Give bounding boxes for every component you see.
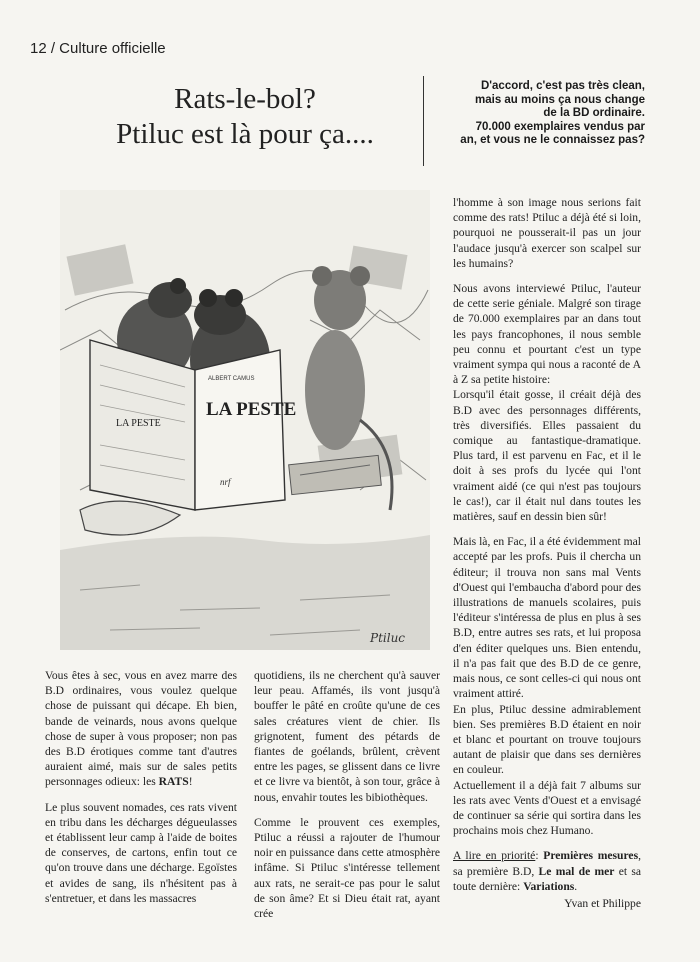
emphasis: Premières mesures xyxy=(543,849,639,863)
paragraph: Comme le prouvent ces exemples, Ptiluc a réussi a rajouter de l'humour noir en puissance dans cette atmosphère infâme. Si Ptiluc s'intéresse tellement aux rats, ne serait-ce pas pour le salut de son âme? Et si Dieu était rat, ayant crée xyxy=(254,815,440,921)
text: . xyxy=(574,879,578,893)
bleed-through xyxy=(424,150,684,194)
article-title xyxy=(80,82,410,152)
lead-line: 70.000 exemplaires vendus par xyxy=(475,120,645,133)
book-title: LA PESTE xyxy=(206,399,297,420)
lead-line: de la BD ordinaire. xyxy=(543,107,645,119)
rats-drawing xyxy=(60,190,430,650)
emphasis: Variations xyxy=(523,879,575,893)
lead-text xyxy=(430,80,645,148)
paragraph: En plus, Ptiluc dessine admirablement bien. Ses premières B.D étaient en noir et blanc et pourtant on trouve toujours autant de plaisir que dans ses dernières en couleur. xyxy=(453,702,641,777)
paragraph xyxy=(45,668,237,790)
page-header: 12 / Culture officielle xyxy=(30,40,166,57)
text: A lire en priorité xyxy=(453,849,536,863)
paragraph: Nous avons interviewé Ptiluc, l'auteur de cette serie géniale. Malgré son tirage de 70.000 exemplaires par an dans tout les pays francophones, il nous semble peu connu et pourtant c'est un type vraiment sympa qui nous a raconté de A à Z sa petite histoire: xyxy=(453,282,641,387)
text: ! xyxy=(188,775,193,789)
title-line-2: Ptiluc est là pour ça.... xyxy=(116,118,374,150)
paragraph: Le plus souvent nomades, ces rats vivent en tribu dans les décharges dégueulasses et établissent leur camp à l'aide de boites de conserves, de cartons, enfin tout ce qu'on trouve dans une décharge. Egoïstes et avides de sang, ils n'hésitent pas à s'entretuer, et dans les massacres xyxy=(45,800,237,905)
lead-line: an, et vous ne le connaissez pas? xyxy=(460,134,645,146)
text: Vous êtes à sec, vous en avez marre des B.D ordinaires, vous voulez quelque chose de puissant qui décape. Eh bien, bande de veinards, nous avons quelque chose de super à vous proposer; non pas des B.D érotiques comme tant d'autres auraient aimé, mais sur de sales petits personnages odieux: les xyxy=(45,669,237,789)
reading-recommendation xyxy=(453,848,641,894)
book-author: ALBERT CAMUS xyxy=(208,376,255,382)
text: et sa toute dernière: xyxy=(453,864,641,893)
emphasis: Le mal de mer xyxy=(538,864,615,878)
emphasis: RATS xyxy=(158,775,189,789)
title-line-1: Rats-le-bol? xyxy=(174,83,316,115)
lead-line: mais au moins ça nous change xyxy=(475,93,645,106)
book-publisher: nrf xyxy=(220,477,231,487)
paragraph: Actuellement il a déjà fait 7 albums sur les rats avec Vents d'Ouest et a envisagé de continuer sa série qui sortira dans les prochains mois chez Humano. xyxy=(453,778,641,838)
column-a xyxy=(45,668,237,916)
lead-line: D'accord, c'est pas très clean, xyxy=(481,80,645,92)
author-signature: Yvan et Philippe xyxy=(564,896,641,910)
column-c xyxy=(453,195,641,911)
paragraph: l'homme à son image nous serions fait comme des rats! Ptiluc a déjà été si loin, pourquoi ne pousserait-il pas un jour l'audace jusqu'à exercer son scalpel sur les humains? xyxy=(453,196,641,270)
paragraph: quotidiens, ils ne cherchent qu'à sauver leur peau. Affamés, ils vont jusqu'à bouffer le pâté en croûte qu'une de ces sales créatures vient de chier. Ils grignotent, fument des pétards de fiantes de goélands, brûlent, crèvent entre les pages, se glissent dans ce livre et ce livre va bientôt, à son tour, grâce à nous, envahir toutes les bibiothèques. xyxy=(254,669,440,804)
rats-illustration xyxy=(60,190,430,650)
text: : xyxy=(535,849,544,863)
artist-signature: Ptiluc xyxy=(370,631,406,645)
book-side-title: LA PESTE xyxy=(116,418,161,429)
paragraph: Mais là, en Fac, il a été évidemment mal accepté par les profs. Puis il chercha un éditeur; il trouva non sans mal Vents d'Ouest qui l'embaucha d'abord pour des illustrations de manuels scolaires, puis l'éditeur s'intéressa de plus en plus à ses B.D, entre autres ses rats, et lui proposa d'en éditer quelques uns. Bien entendu, il n'a pas fait que des B.D de ce genre, mais nous, ce sont celles-ci qui nous ont vraiment attiré. xyxy=(453,535,642,701)
column-b xyxy=(254,668,440,931)
paragraph: Lorsqu'il était gosse, il créait déjà des B.D avec des personnages différents, très diversifiés. Elles passaient du comique au fantastique-dramatique. Plus tard, il est parvenu en Fac, et il le doit à ses profs du lycée qui l'ont vraiment aidé (ce qui n'est pas toujours le cas!), car il était nul dans toutes les matières, sauf en dessin bien sûr! xyxy=(453,388,641,524)
text: , sa première B.D, xyxy=(453,849,641,878)
